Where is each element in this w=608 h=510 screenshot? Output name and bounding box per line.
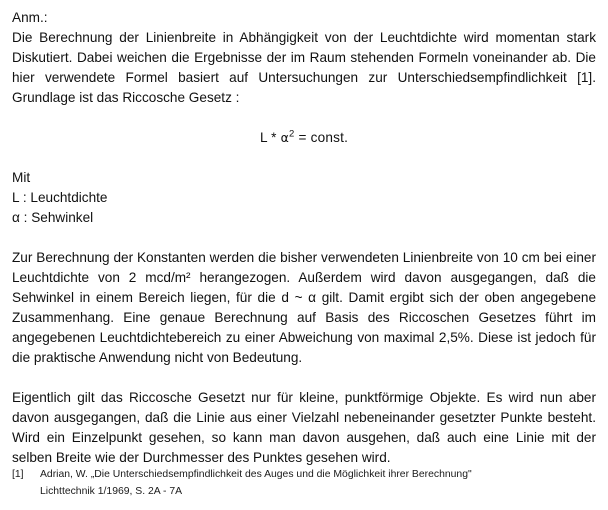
footnote-reference xyxy=(12,466,596,500)
definition-list xyxy=(12,168,596,228)
footnote-line-source: Lichttechnik 1/1969, S. 2A - 7A xyxy=(40,486,183,497)
paragraph-constants: Zur Berechnung der Konstanten werden die bisher verwendeten Linienbreite von 10 cm bei einer Leuchtdichte von 2 mcd/m² herangezogen. Außerdem wird davon ausgegangen, daß die Sehwinkel in einem Bereich liegen, für die d ~ α gilt. Damit ergibt sich der oben angegebene Zusammenhang. Eine genaue Berechnung auf Basis des Riccoschen Gesetzes führt im angegebenen Leuchtdichtebereich zu einer Abweichung von maximal 2,5%. Diese ist jedoch für die praktische Anwendung nicht von Bedeutung. xyxy=(12,250,596,365)
spacer xyxy=(12,148,596,168)
spacer xyxy=(12,228,596,248)
formula-alpha-symbol: α xyxy=(280,130,290,145)
definition-item-visual-angle: α : Sehwinkel xyxy=(12,210,94,225)
definition-intro: Mit xyxy=(12,170,31,185)
paragraph-point-objects: Eigentlich gilt das Riccosche Gesetzt nur für kleine, punktförmige Objekte. Es wird nun aber davon ausgegangen, daß die Linie aus einer Vielzahl nebeneinander gesetzter Punkte besteht. Wird ein Einzelpunkt gesehen, so kann man davon ausgehen, daß auch eine Linie mit der selben Breite wie der Durchmesser des Punktes gesehen wird. xyxy=(12,390,596,465)
footnote-marker: [1] xyxy=(12,469,24,480)
footnote-body xyxy=(40,466,596,500)
paragraph-intro: Die Berechnung der Linienbreite in Abhängigkeit von der Leuchtdichte wird momentan stark Diskutiert. Dabei weichen die Ergebnisse der im Raum stehenden Formeln voneinander ab. Die hier verwendete Formel basiert auf Untersuchungen zur Unterschiedsempfindlichkeit [1]. Grundlage ist das Riccosche Gesetz : xyxy=(12,30,596,105)
formula-base: L * xyxy=(259,130,281,145)
document-body xyxy=(12,8,596,468)
section-heading: Anm.: xyxy=(12,10,48,25)
formula-exponent: 2 xyxy=(289,128,295,140)
footnote-line-title: Adrian, W. „Die Unterschiedsempfindlichkeit des Auges und die Möglichkeit ihrer Berechnung" xyxy=(40,469,472,480)
spacer xyxy=(12,108,596,128)
formula-tail: = const. xyxy=(294,130,349,145)
spacer xyxy=(12,368,596,388)
footnote-row xyxy=(12,466,596,500)
formula-ricco xyxy=(12,128,596,148)
definition-item-luminance: L : Leuchtdichte xyxy=(12,190,108,205)
